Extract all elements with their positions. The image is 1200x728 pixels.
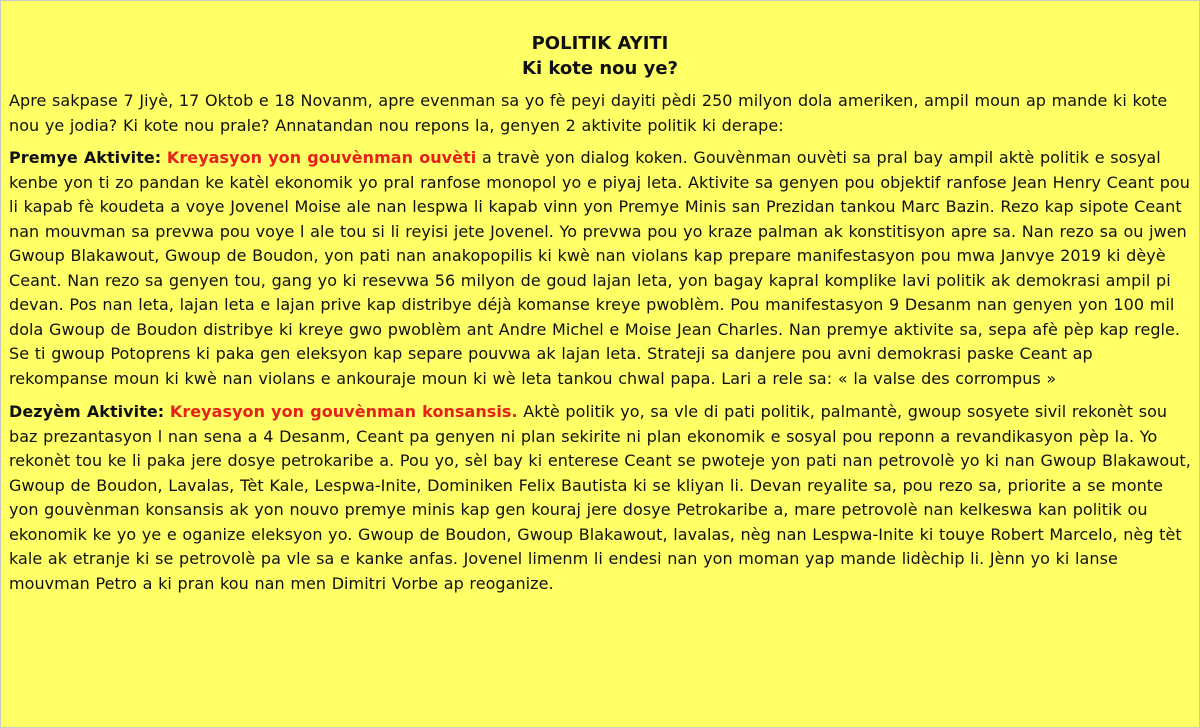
section-highlight: Kreyasyon yon gouvènman ouvèti	[166, 148, 477, 167]
section-highlight: Kreyasyon yon gouvènman konsansis.	[169, 402, 518, 421]
section-premye-aktivite	[9, 146, 1191, 391]
document-subtitle: Ki kote nou ye?	[522, 58, 678, 79]
section-label: Dezyèm Aktivite:	[9, 402, 165, 421]
document-title: POLITIK AYITI	[531, 33, 669, 54]
section-body: a travè yon dialog koken. Gouvènman ouvèti sa pral bay ampil aktè politik e sosyal kenbe yon ti zo pandan ke katèl ekonomik yo pral ranfose monopol yo e piyaj leta. Aktivite sa genyen pou objektif ranfose Jean Henry Ceant pou li kapab fè koudeta a voye Jovenel Moise ale nan lespwa li kapab vinn yon Premye Minis san Prezidan tankou Marc Bazin. Rezo kap sipote Ceant nan mouvman sa prevwa pou voye l ale tou si li reyisi jete Jovenel. Yo prevwa pou yo kraze palman ak konstitisyon apre sa. Nan rezo sa ou jwen Gwoup Blakawout, Gwoup de Boudon, yon pati nan anakopopilis ki kwè nan violans kap prepare manifestasyon pou mwa Janvye 2019 ki dèyè Ceant. Nan rezo sa genyen tou, gang yo ki resevwa 56 milyon de goud lajan leta, yon bagay kapral komplike lavi politik ak demokrasi ampil pi devan. Pos nan leta, lajan leta e lajan prive kap distribye déjà komanse kreye pwoblèm. Pou manifestasyon 9 Desanm nan genyen yon 100 mil dola Gwoup de Boudon distribye ki kreye gwo pwoblèm ant Andre Michel e Moise Jean Charles. Nan premye aktivite sa, sepa afè pèp kap regle. Se ti gwoup Potoprens ki paka gen eleksyon kap separe pouvwa ak lajan leta. Strateji sa danjere pou avni demokrasi paske Ceant ap rekompanse moun ki kwè nan violans e ankouraje moun ki wè leta tankou chwal papa. Lari a rele sa: « la valse des corrompus »	[9, 148, 1190, 388]
section-dezyem-aktivite	[9, 400, 1191, 596]
section-label: Premye Aktivite:	[9, 148, 162, 167]
section-body: Aktè politik yo, sa vle di pati politik, palmantè, gwoup sosyete sivil rekonèt sou baz prezantasyon l nan sena a 4 Desanm, Ceant pa genyen ni plan sekirite ni plan ekonomik e sosyal pou reponn a revandikasyon pèp la. Yo rekonèt tou ke li paka jere dosye petrokaribe a. Pou yo, sèl bay ki enterese Ceant se pwoteje yon pati nan petrovolè yo ki nan Gwoup Blakawout, Gwoup de Boudon, Lavalas, Tèt Kale, Lespwa-Inite, Dominiken Felix Bautista ki se kliyan li. Devan reyalite sa, pou rezo sa, priorite a se monte yon gouvènman konsansis ak yon nouvo premye minis kap gen kouraj jere dosye Petrokaribe a, mare petrovolè nan kelkeswa kan politik ou ekonomik ke yo ye e oganize eleksyon yo. Gwoup de Boudon, Gwoup Blakawout, lavalas, nèg nan Lespwa-Inite ki touye Robert Marcelo, nèg tèt kale ak etranje ki se petrovolè pa vle sa e kanke anfas. Jovenel limenm li endesi nan yon moman yap mande lidèchip li. Jènn yo ki lanse mouvman Petro a ki pran kou nan men Dimitri Vorbe ap reoganize.	[9, 402, 1191, 593]
intro-paragraph: Apre sakpase 7 Jiyè, 17 Oktob e 18 Novanm, apre evenman sa yo fè peyi dayiti pèdi 250 milyon dola ameriken, ampil moun ap mande ki kote nou ye jodia? Ki kote nou prale? Annatandan nou repons la, genyen 2 aktivite politik ki derape:	[9, 91, 1168, 135]
